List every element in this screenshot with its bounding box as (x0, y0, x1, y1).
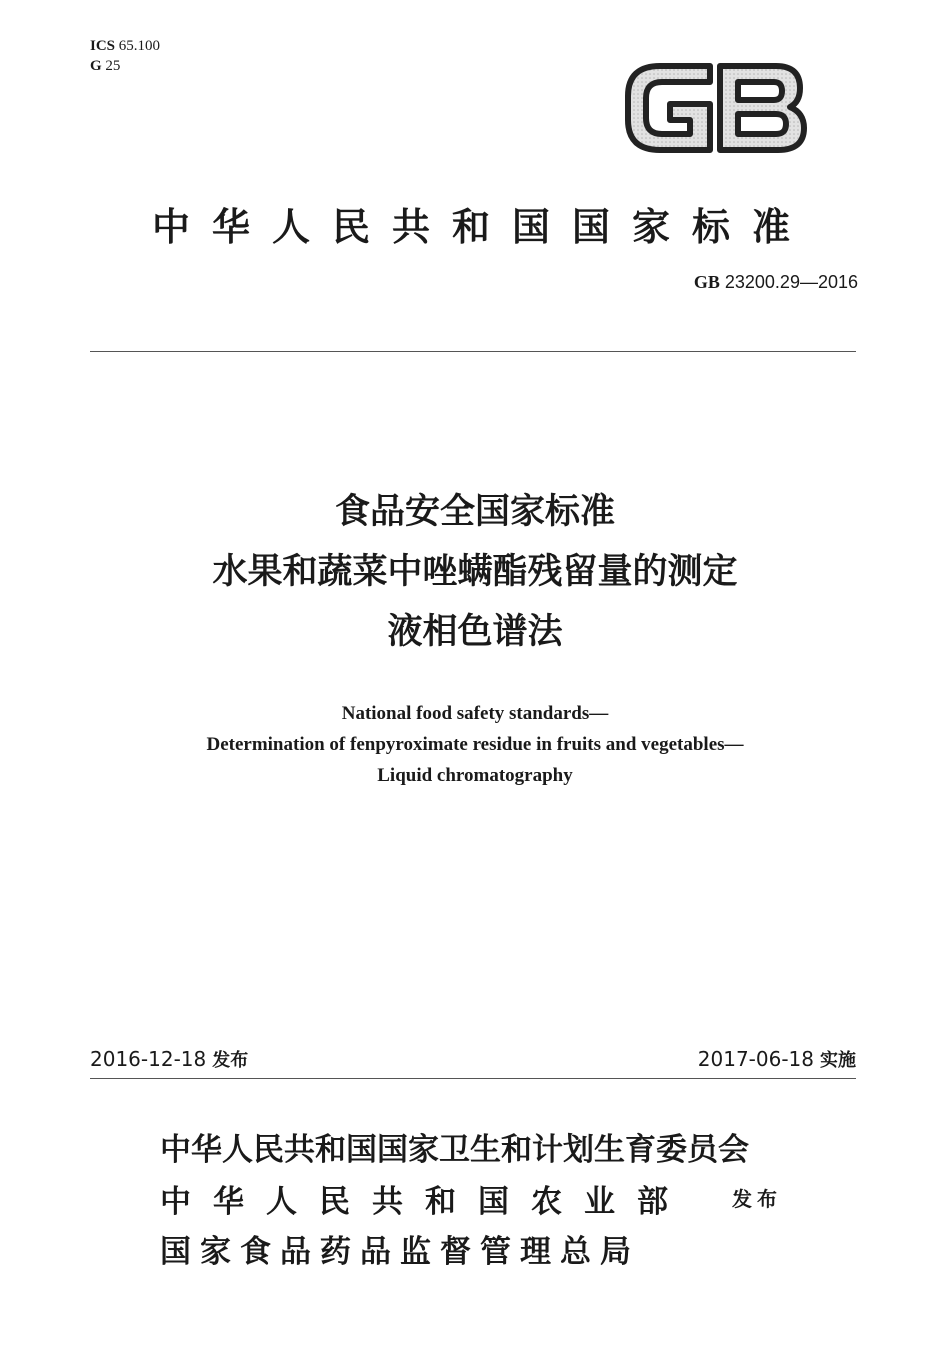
issuer-food-drug-administration: 国家食品药品监督管理总局 (160, 1234, 640, 1270)
chinese-title-line-1: 食品安全国家标准 (334, 492, 615, 532)
issue-label: 发布 (212, 1050, 249, 1071)
ics-code: 65.100 (118, 38, 161, 54)
effective-date: 2017-06-18 (697, 1047, 814, 1071)
chinese-title-line-3: 液相色谱法 (387, 612, 563, 652)
top-rule (90, 351, 856, 352)
english-title (0, 698, 950, 791)
english-title-line-2: Determination of fenpyroximate residue in fruits and vegetables— (206, 734, 744, 755)
g-line (90, 56, 160, 76)
effective-date-block (698, 1046, 856, 1072)
ics-label: ICS (90, 38, 116, 54)
english-title-line-3: Liquid chromatography (377, 765, 573, 786)
effective-label: 实施 (820, 1050, 856, 1071)
issuer-health-commission: 中华人民共和国国家卫生和计划生育委员会 (160, 1132, 749, 1168)
issue-date-block (90, 1046, 248, 1072)
classification-codes (90, 36, 160, 76)
g-code: 25 (105, 58, 121, 74)
standard-category-title: 中华人民共和国国家标准 (151, 205, 812, 249)
english-title-line-1: National food safety standards— (341, 703, 609, 724)
chinese-title-line-2: 水果和蔬菜中唑螨酯残留量的测定 (212, 552, 738, 592)
standard-code-number: 23200.29—2016 (724, 272, 858, 292)
gb-logo-icon (624, 60, 808, 156)
issue-date: 2016-12-18 (90, 1047, 207, 1071)
chinese-title (0, 482, 950, 662)
publish-label: 发布 (732, 1187, 782, 1211)
g-label: G (90, 58, 102, 74)
bottom-rule (90, 1078, 856, 1079)
standard-code (694, 272, 858, 293)
issuer-ministry-agriculture: 中华人民共和国农业部 (160, 1184, 690, 1220)
standard-code-prefix: GB (693, 272, 720, 292)
ics-line (90, 36, 160, 56)
